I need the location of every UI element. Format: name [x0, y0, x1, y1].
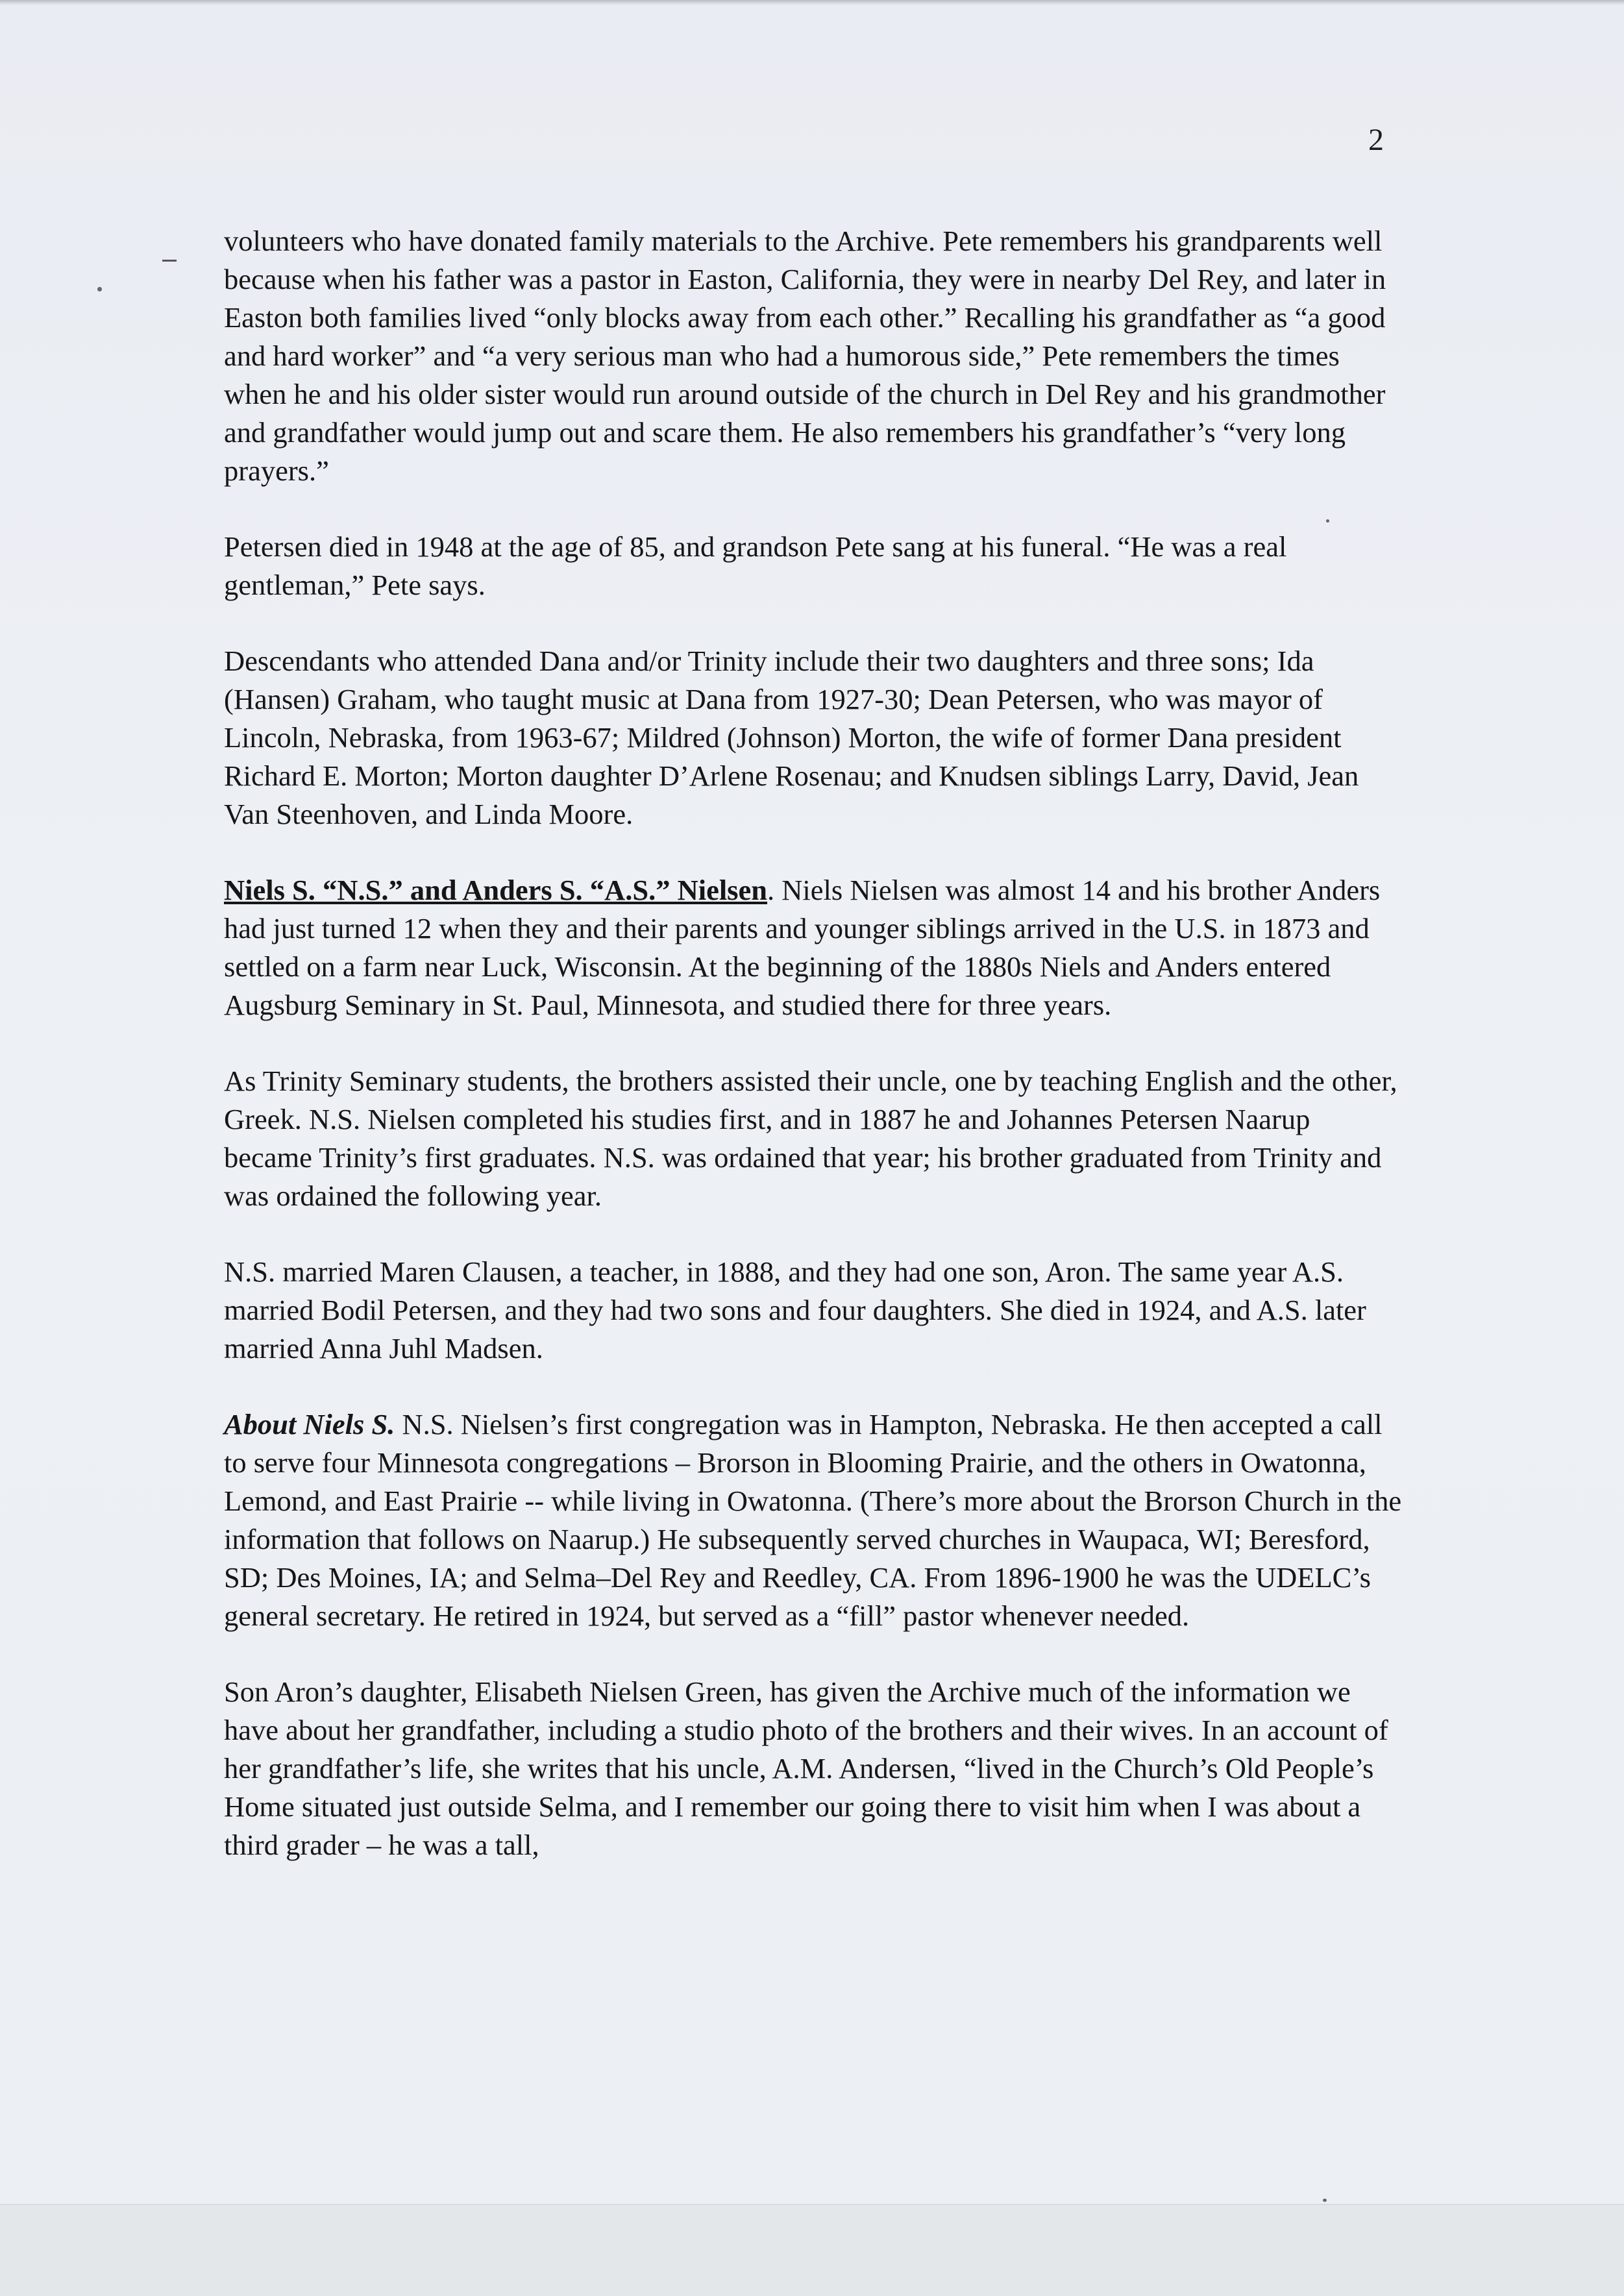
scan-speck: [1323, 2199, 1327, 2202]
paragraph-text: As Trinity Seminary students, the brothers assisted their uncle, one by teaching English and the other, Greek. N.S. Nielsen completed his studies first, and in 1887 he and Johannes Petersen Naarup became Trinity’s first graduates. N.S. was ordained that year; his brother graduated from Trinity and was ordained the following year.: [224, 1065, 1397, 1212]
paragraph-text: Petersen died in 1948 at the age of 85, and grandson Pete sang at his funeral. “He was a real gentleman,” Pete says.: [224, 530, 1287, 601]
document-body: [224, 222, 1402, 1902]
paragraph: [224, 1253, 1402, 1368]
paragraph: [224, 222, 1402, 490]
scan-speck: [97, 287, 102, 291]
paragraph-text: . Niels Nielsen was almost 14 and his brother Anders had just turned 12 when they and their parents and younger siblings arrived in the U.S. in 1873 and settled on a farm near Luck, Wisconsin. At the beginning of the 1880s Niels and Anders entered Augsburg Seminary in St. Paul, Minnesota, and studied there for three years.: [224, 874, 1381, 1021]
paragraph-text: N.S. Nielsen’s first congregation was in Hampton, Nebraska. He then accepted a call to serve four Minnesota congregations – Brorson in Blooming Prairie, and the others in Owatonna, Lemond, and East Prairie -- while living in Owatonna. (There’s more about the Brorson Church in the information that follows on Naarup.) He subsequently served churches in Waupaca, WI; Beresford, SD; Des Moines, IA; and Selma–Del Rey and Reedley, CA. From 1896-1900 he was the UDELC’s general secretary. He retired in 1924, but served as a “fill” pastor whenever needed.: [224, 1408, 1402, 1632]
paragraph-text: N.S. married Maren Clausen, a teacher, in 1888, and they had one son, Aron. The same year A.S. married Bodil Petersen, and they had two sons and four daughters. She died in 1924, and A.S. later married Anna Juhl Madsen.: [224, 1255, 1366, 1364]
paragraph-text: Descendants who attended Dana and/or Trinity include their two daughters and three sons; Ida (Hansen) Graham, who taught music at Dana from 1927-30; Dean Petersen, who was mayor of Lincoln, Nebraska, from 1963-67; Mildred (Johnson) Morton, the wife of former Dana president Richard E. Morton; Morton daughter D’Arlene Rosenau; and Knudsen siblings Larry, David, Jean Van Steenhoven, and Linda Moore.: [224, 645, 1359, 830]
paragraph: [224, 528, 1402, 604]
paragraph: [224, 642, 1402, 833]
page-number: 2: [1368, 123, 1384, 157]
paragraph-text: volunteers who have donated family materials to the Archive. Pete remembers his grandparents well because when his father was a pastor in Easton, California, they were in nearby Del Rey, and later in Easton both families lived “only blocks away from each other.” Recalling his grandfather as “a good and hard worker” and “a very serious man who had a humorous side,” Pete remembers the times when he and his older sister would run around outside of the church in Del Rey and his grandmother and grandfather would jump out and scare them. He also remembers his grandfather’s “very long prayers.”: [224, 225, 1386, 487]
paragraph: [224, 1405, 1402, 1635]
scan-top-edge: [0, 0, 1624, 5]
sub-heading: About Niels S.: [224, 1408, 395, 1440]
paragraph: [224, 1673, 1402, 1864]
scan-bottom-edge: [0, 2204, 1624, 2296]
paragraph: [224, 1062, 1402, 1215]
paragraph-text: Son Aron’s daughter, Elisabeth Nielsen Green, has given the Archive much of the information we have about her grandfather, including a studio photo of the brothers and their wives. In an account of her grandfather’s life, she writes that his uncle, A.M. Andersen, “lived in the Church’s Old People’s Home situated just outside Selma, and I remember our going there to visit him when I was about a third grader – he was a tall,: [224, 1675, 1388, 1861]
section-heading: Niels S. “N.S.” and Anders S. “A.S.” Nielsen: [224, 874, 768, 906]
paragraph: [224, 871, 1402, 1024]
margin-mark: [162, 260, 177, 262]
